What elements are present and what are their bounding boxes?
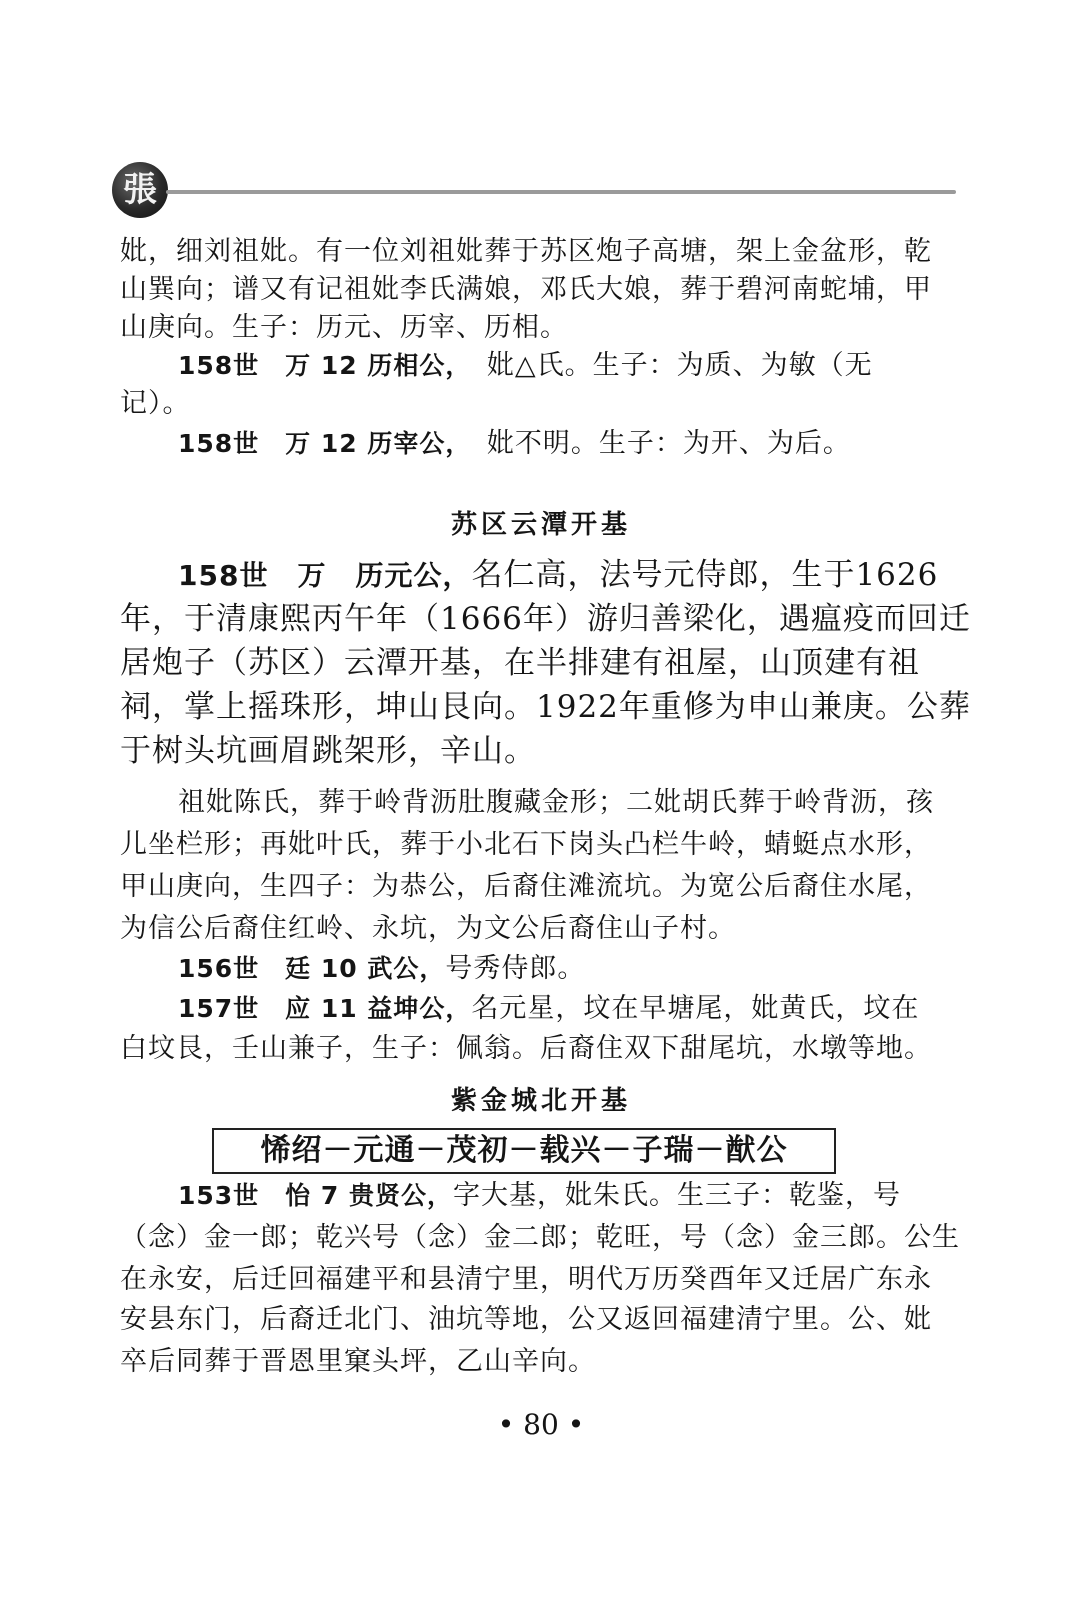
entry-guixian-text: 字大基，妣朱氏。生三子：乾鉴，号 — [453, 1180, 901, 1211]
entry-lixiang-head: 158世 万 12 历相公， — [178, 351, 459, 380]
entry-guixian-head: 153世 怡 7 贵贤公， — [178, 1181, 453, 1210]
zubi-line-4: 为信公后裔住红岭、永坑，为文公后裔住山子村。 — [120, 913, 736, 944]
entry-guixian-line-3: 在永安，后迁回福建平和县清宁里，明代万历癸酉年又迁居广东永 — [120, 1264, 932, 1295]
continuation-line-1: 妣，细刘祖妣。有一位刘祖妣葬于苏区炮子高塘，架上金盆形，乾 — [120, 236, 932, 267]
entry-lizai-line — [120, 424, 1008, 464]
continuation-line-3: 山庚向。生子：历元、历宰、历相。 — [120, 312, 568, 343]
entry-guixian-line-2: （念）金一郎；乾兴号（念）金二郎；乾旺，号（念）金三郎。公生 — [120, 1222, 960, 1253]
zubi-line-3: 甲山庚向，生四子：为恭公，后裔住滩流坑。为宽公后裔住水尾， — [120, 871, 932, 902]
entry-liyuan-line-1 — [120, 553, 1008, 598]
entry-wugong-text: 号秀侍郎。 — [445, 953, 586, 984]
entry-wugong-head: 156世 廷 10 武公， — [178, 954, 446, 983]
continuation-line-2: 山巽向；谱又有记祖妣李氏满娘，邓氏大娘，葬于碧河南蛇埔，甲 — [120, 274, 932, 305]
entry-yikun-head: 157世 应 11 益坤公， — [178, 994, 472, 1023]
page-header — [112, 162, 952, 218]
entry-lizai-head: 158世 万 12 历宰公， — [178, 429, 459, 458]
entry-yikun-line-1 — [120, 989, 1008, 1029]
entry-lixiang-line-2: 记）。 — [120, 388, 191, 419]
entry-lixiang-text: 妣△氏。生子：为质、为敏（无 — [458, 350, 873, 381]
header-rule — [166, 190, 956, 194]
entry-liyuan-line-2: 年，于清康熙丙午年（1666年）游归善梁化，遇瘟疫而回迁 — [120, 601, 971, 637]
zubi-line-1: 祖妣陈氏，葬于岭背沥肚腹藏金形；二妣胡氏葬于岭背沥，孩 — [178, 787, 934, 818]
entry-guixian-line-4: 安县东门，后裔迁北门、油坑等地，公又返回福建清宁里。公、妣 — [120, 1304, 932, 1335]
entry-yikun-line-2: 白坟艮，壬山兼子，生子：佩翁。后裔住双下甜尾坑，水墩等地。 — [120, 1033, 932, 1064]
zhang-seal-logo: 張 — [112, 162, 168, 218]
entry-guixian-line-5: 卒后同葬于晋恩里窠头坪，乙山辛向。 — [120, 1346, 596, 1377]
entry-liyuan-line-5: 于树头坑画眉跳架形，辛山。 — [120, 733, 536, 769]
zubi-line-2: 儿坐栏形；再妣叶氏，葬于小北石下岗头凸栏牛岭，蜻蜓点水形， — [120, 829, 932, 860]
lineage-box: 悕绍－元通－茂初－载兴－子瑞－猷公 — [212, 1128, 836, 1174]
entry-liyuan-line-4: 祠，掌上摇珠形，坤山艮向。1922年重修为申山兼庚。公葬 — [120, 689, 971, 725]
entry-lizai-text: 妣不明。生子：为开、为后。 — [458, 428, 851, 459]
entry-liyuan-head: 158世 万 历元公， — [178, 559, 472, 592]
entry-yikun-text: 名元星，坟在早塘尾，妣黄氏，坟在 — [471, 993, 920, 1024]
entry-liyuan-line-3: 居炮子（苏区）云潭开基，在半排建有祖屋，山顶建有祖 — [120, 645, 920, 681]
entry-wugong-line — [120, 949, 1008, 989]
entry-lixiang-line-1 — [120, 346, 1008, 386]
section-title-zijin: 紫金城北开基 — [450, 1086, 631, 1116]
entry-guixian-line-1 — [120, 1176, 1008, 1216]
section-title-yuntan: 苏区云潭开基 — [450, 510, 631, 540]
entry-liyuan-text: 名仁高，法号元侍郎，生于1626 — [471, 557, 939, 593]
page-number: • 80 • — [497, 1408, 585, 1441]
